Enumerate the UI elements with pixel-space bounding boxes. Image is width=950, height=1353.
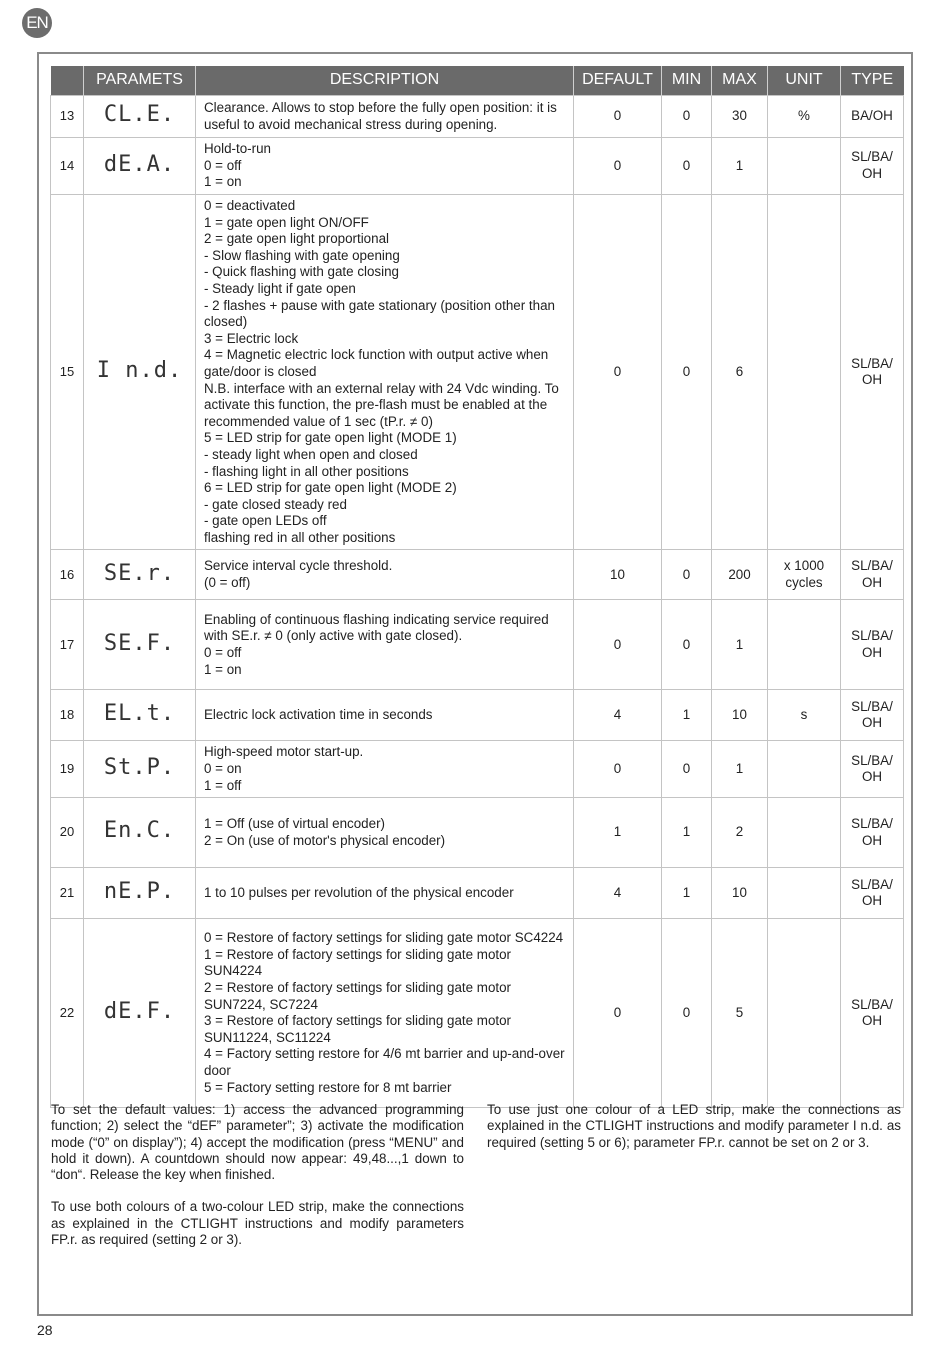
description-line: 1 = on: [204, 661, 242, 677]
description-line: - flashing light in all other positions: [204, 463, 409, 479]
description-line: N.B. interface with an external relay with 24 Vdc winding. To activate this function, the pre-flash must be enabled at the recommended value of 1 sec (tP.r. ≠ 0): [204, 380, 559, 429]
unit-cell: [768, 600, 841, 690]
description-line: - 2 flashes + pause with gate stationary (position other than closed): [204, 297, 555, 330]
parameter-code-cell: [84, 798, 196, 868]
min-cell: 0: [662, 550, 712, 600]
header-number: [51, 66, 84, 96]
table-row: [51, 741, 904, 798]
type-line: OH: [861, 893, 883, 909]
row-number-cell: 16: [51, 550, 84, 600]
language-badge: EN: [22, 8, 52, 38]
notes-left-column: [51, 1102, 464, 1264]
header-max: MAX: [712, 66, 768, 96]
min-cell: 0: [662, 741, 712, 798]
header-unit: UNIT: [768, 66, 841, 96]
unit-cell: [768, 741, 841, 798]
note-two-colour-led: To use both colours of a two-colour LED strip, make the connections as explained in the CTLIGHT instructions and modify parameters FP.r. as required (setting 2 or 3).: [51, 1199, 464, 1248]
parameter-code-cell: [84, 741, 196, 798]
description-cell: [196, 600, 574, 690]
row-number-cell: 20: [51, 798, 84, 868]
max-cell: 1: [712, 138, 768, 195]
description-line: - Quick flashing with gate closing: [204, 264, 400, 280]
description-cell: [196, 868, 574, 919]
description-cell: [196, 138, 574, 195]
description-line: Electric lock activation time in seconds: [204, 707, 433, 723]
parameter-code-cell: [84, 600, 196, 690]
default-cell: 0: [574, 138, 662, 195]
default-cell: 0: [574, 96, 662, 138]
default-cell: 4: [574, 690, 662, 741]
description-cell: [196, 195, 574, 550]
table-row: [51, 868, 904, 919]
min-cell: 0: [662, 195, 712, 550]
min-cell: 1: [662, 690, 712, 741]
description-line: 1 = gate open light ON/OFF: [204, 214, 369, 230]
table-header-row: [51, 66, 904, 96]
default-cell: 0: [574, 600, 662, 690]
type-cell: [841, 741, 904, 798]
description-line: 5 = Factory setting restore for 8 mt barrier: [204, 1079, 452, 1095]
default-cell: 0: [574, 919, 662, 1108]
description-line: - gate open LEDs off: [204, 513, 327, 529]
max-cell: 10: [712, 690, 768, 741]
min-cell: 0: [662, 919, 712, 1108]
type-line: OH: [861, 832, 883, 848]
unit-cell: x 1000 cycles: [768, 550, 841, 600]
unit-cell: %: [768, 96, 841, 138]
max-cell: 30: [712, 96, 768, 138]
type-cell: [841, 96, 904, 138]
header-min: MIN: [662, 66, 712, 96]
max-cell: 10: [712, 868, 768, 919]
description-line: 6 = LED strip for gate open light (MODE 2): [204, 480, 457, 496]
min-cell: 0: [662, 138, 712, 195]
parameter-display-code: SE.r.: [103, 560, 176, 586]
min-cell: 1: [662, 868, 712, 919]
table-row: [51, 96, 904, 138]
type-cell: [841, 195, 904, 550]
unit-cell: s: [768, 690, 841, 741]
default-cell: 0: [574, 741, 662, 798]
description-line: Hold-to-run: [204, 141, 271, 157]
description-line: 2 = Restore of factory settings for sliding gate motor SUN7224, SC7224: [204, 980, 512, 1012]
min-cell: 0: [662, 96, 712, 138]
parameter-display-code: SE.F.: [103, 630, 176, 656]
type-line: SL/BA/: [851, 149, 893, 165]
default-cell: 10: [574, 550, 662, 600]
table-row: [51, 690, 904, 741]
note-default-values: To set the default values: 1) access the advanced programming function; 2) select the “dEF” parameter”; 3) activate the modification mode (“0” on display”); 4) accept the modification (press “MENU” and hold it down). A countdown should now appear: 49,48...,1 down to “don“. Release the key when finished.: [51, 1102, 464, 1183]
type-line: SL/BA/: [851, 355, 893, 371]
min-cell: 0: [662, 600, 712, 690]
description-line: 3 = Restore of factory settings for sliding gate motor SUN11224, SC11224: [204, 1013, 512, 1045]
type-line: SL/BA/: [851, 816, 893, 832]
table-body: [51, 96, 904, 1108]
header-default: DEFAULT: [574, 66, 662, 96]
parameter-display-code: dE.A.: [103, 151, 176, 177]
description-cell: [196, 741, 574, 798]
description-line: 1 = Restore of factory settings for sliding gate motor SUN4224: [204, 946, 512, 979]
parameter-code-cell: [84, 96, 196, 138]
table-row: [51, 919, 904, 1108]
description-cell: [196, 96, 574, 138]
max-cell: 5: [712, 919, 768, 1108]
description-line: 4 = Magnetic electric lock function with output active when gate/door is closed: [204, 347, 549, 379]
parameter-code-cell: [84, 690, 196, 741]
unit-cell: [768, 138, 841, 195]
type-line: OH: [861, 769, 883, 785]
notes-right-column: [487, 1102, 901, 1167]
description-line: 4 = Factory setting restore for 4/6 mt barrier and up-and-over door: [204, 1046, 565, 1079]
unit-cell: [768, 798, 841, 868]
type-line: SL/BA/: [851, 628, 893, 644]
description-line: High-speed motor start-up.: [204, 744, 364, 760]
type-cell: [841, 690, 904, 741]
type-cell: [841, 798, 904, 868]
description-line: flashing red in all other positions: [204, 529, 396, 545]
table-row: [51, 550, 904, 600]
parameter-code-cell: [84, 550, 196, 600]
parameter-display-code: CL.E.: [103, 102, 176, 128]
max-cell: 1: [712, 741, 768, 798]
parameter-display-code: nE.P.: [103, 878, 176, 904]
type-line: OH: [861, 644, 883, 660]
parameter-code-cell: [84, 138, 196, 195]
note-one-colour-led: To use just one colour of a LED strip, make the connections as explained in the CTLIGHT instructions and modify parameter I n.d. as required (setting 5 or 6); parameter FP.r. cannot be set on 2 or 3.: [487, 1102, 901, 1150]
description-cell: [196, 798, 574, 868]
table-row: [51, 600, 904, 690]
parameter-display-code: dE.F.: [103, 998, 176, 1024]
type-cell: [841, 138, 904, 195]
description-line: (0 = off): [204, 574, 251, 590]
description-line: 2 = On (use of motor's physical encoder): [204, 832, 446, 848]
row-number-cell: 18: [51, 690, 84, 741]
description-line: - gate closed steady red: [204, 496, 347, 512]
type-line: OH: [861, 715, 883, 731]
row-number-cell: 21: [51, 868, 84, 919]
type-line: SL/BA/: [851, 876, 893, 892]
max-cell: 200: [712, 550, 768, 600]
description-line: - Slow flashing with gate opening: [204, 247, 400, 263]
default-cell: 1: [574, 798, 662, 868]
max-cell: 6: [712, 195, 768, 550]
unit-cell: [768, 868, 841, 919]
type-cell: [841, 919, 904, 1108]
description-line: Clearance. Allows to stop before the fully open position: it is useful to avoid mechanical stress during opening.: [204, 99, 557, 132]
max-cell: 1: [712, 600, 768, 690]
description-line: 0 = on: [204, 761, 242, 777]
header-parameter: PARAMETS: [84, 66, 196, 96]
type-line: SL/BA/: [851, 558, 893, 574]
description-line: 0 = off: [204, 157, 242, 173]
description-line: - Steady light if gate open: [204, 280, 356, 296]
type-line: OH: [861, 166, 883, 181]
type-line: OH: [861, 574, 883, 590]
description-line: 5 = LED strip for gate open light (MODE 1): [204, 430, 457, 446]
header-description: DESCRIPTION: [196, 66, 574, 96]
description-cell: [196, 919, 574, 1108]
row-number-cell: 14: [51, 138, 84, 195]
row-number-cell: 13: [51, 96, 84, 138]
row-number-cell: 17: [51, 600, 84, 690]
description-line: 0 = deactivated: [204, 198, 296, 213]
type-line: OH: [861, 372, 883, 388]
type-line: SL/BA/: [851, 698, 893, 714]
description-line: 2 = gate open light proportional: [204, 231, 390, 247]
row-number-cell: 19: [51, 741, 84, 798]
description-line: 0 = off: [204, 644, 242, 660]
description-cell: [196, 690, 574, 741]
description-line: 3 = Electric lock: [204, 330, 299, 346]
description-line: 0 = Restore of factory settings for sliding gate motor SC4224: [204, 930, 564, 946]
type-line: BA/OH: [851, 108, 893, 124]
parameter-display-code: I n.d.: [96, 357, 183, 383]
parameter-display-code: St.P.: [103, 755, 176, 781]
parameter-display-code: En.C.: [103, 818, 176, 844]
table-row: [51, 195, 904, 550]
row-number-cell: 22: [51, 919, 84, 1108]
parameters-table: [50, 66, 904, 1108]
parameter-code-cell: [84, 868, 196, 919]
unit-cell: [768, 195, 841, 550]
page-number: 28: [37, 1322, 53, 1338]
description-line: Service interval cycle threshold.: [204, 558, 393, 574]
min-cell: 1: [662, 798, 712, 868]
description-line: Enabling of continuous flashing indicating service required with SE.r. ≠ 0 (only active with gate closed).: [204, 611, 549, 644]
unit-cell: [768, 919, 841, 1108]
description-line: 1 = on: [204, 174, 242, 190]
description-line: 1 = off: [204, 777, 242, 793]
table-row: [51, 138, 904, 195]
max-cell: 2: [712, 798, 768, 868]
parameter-code-cell: [84, 919, 196, 1108]
description-line: 1 = Off (use of virtual encoder): [204, 816, 385, 832]
type-cell: [841, 868, 904, 919]
table-row: [51, 798, 904, 868]
parameter-display-code: EL.t.: [103, 701, 176, 727]
default-cell: 0: [574, 195, 662, 550]
type-line: SL/BA/: [851, 752, 893, 768]
row-number-cell: 15: [51, 195, 84, 550]
parameter-code-cell: [84, 195, 196, 550]
type-cell: [841, 550, 904, 600]
type-line: OH: [861, 1013, 883, 1029]
type-cell: [841, 600, 904, 690]
header-type: TYPE: [841, 66, 904, 96]
type-line: SL/BA/: [851, 996, 893, 1012]
description-line: 1 to 10 pulses per revolution of the physical encoder: [204, 884, 514, 900]
default-cell: 4: [574, 868, 662, 919]
description-cell: [196, 550, 574, 600]
description-line: - steady light when open and closed: [204, 446, 418, 462]
